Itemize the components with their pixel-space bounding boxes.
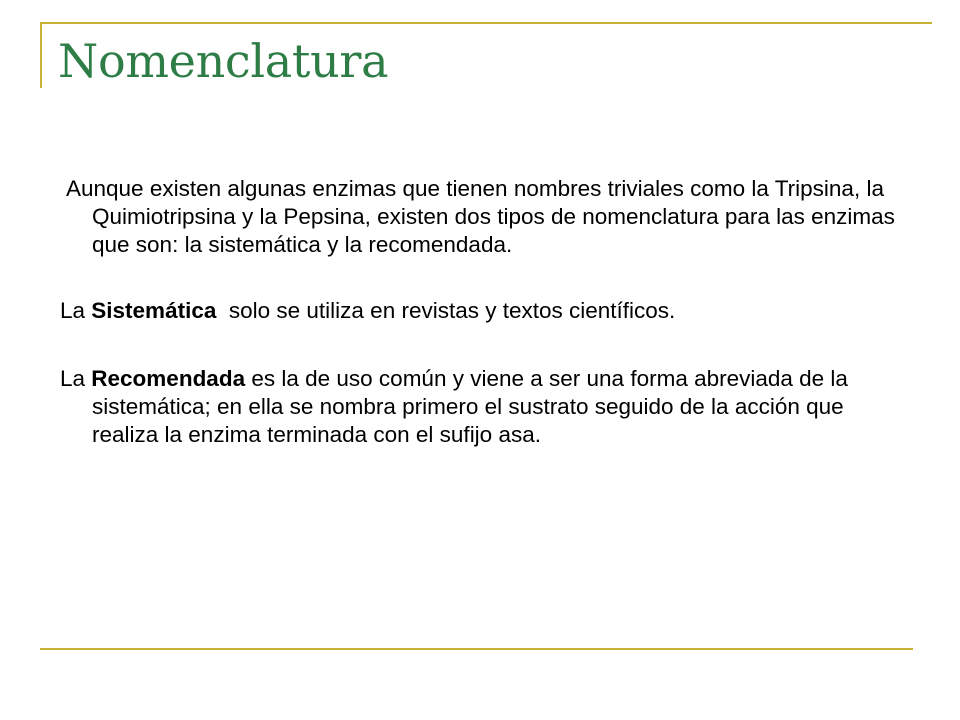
- frame-bottom-line: [40, 648, 913, 650]
- frame-top-line: [40, 22, 932, 24]
- paragraph-recomendada: [60, 365, 892, 449]
- slide-title: Nomenclatura: [58, 34, 389, 88]
- term-sistematica: Sistemática: [91, 298, 217, 323]
- paragraph-recomendada-prefix: La: [60, 366, 92, 391]
- paragraph-sistematica-prefix: La: [60, 298, 92, 323]
- paragraph-sistematica: [60, 297, 920, 325]
- paragraph-intro: Aunque existen algunas enzimas que tienen nombres triviales como la Tripsina, la Quimiotripsina y la Pepsina, existen dos tipos de nomenclatura para las enzimas que son: la sistemática y la recomendada.: [66, 176, 895, 257]
- frame-left-line: [40, 22, 42, 88]
- slide-body: [60, 175, 920, 449]
- paragraph-sistematica-text: solo se utiliza en revistas y textos científicos.: [216, 298, 676, 323]
- term-recomendada: Recomendada: [91, 366, 246, 391]
- paragraph-recomendada-text: es la de uso común y viene a ser una forma abreviada de la sistemática; en ella se nombra primero el sustrato seguido de la acción que realiza la enzima terminada con el sufijo asa.: [92, 366, 848, 447]
